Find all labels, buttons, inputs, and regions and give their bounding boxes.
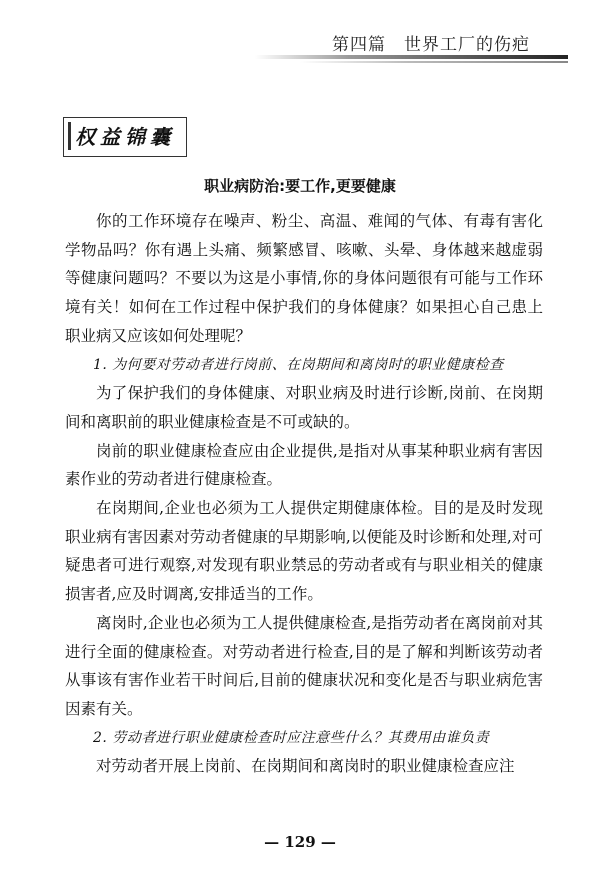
question-heading: 2. 劳动者进行职业健康检查时应注意些什么？其费用由谁负责 [93, 729, 490, 746]
paragraph: 对劳动者开展上岗前、在岗期间和离岗时的职业健康检查应注 [96, 757, 515, 776]
header-rule [255, 55, 568, 59]
section-title: 职业病防治:要工作,更要健康 [204, 177, 396, 195]
paragraph: 你的工作环境存在噪声、粉尘、高温、难闻的气体、有毒有害化学物品吗？你有遇上头痛、频繁感冒、咳嗽、头晕、身体越来越虚弱等健康问题吗？不要以为这是小事情,你的身体问题很有可能与工作环境有关！如何在工作过程中保护我们的身体健康？如果担心自己患上职业病又应该如何处理呢？ [65, 212, 543, 345]
paragraph: 离岗时,企业也必须为工人提供健康检查,是指劳动者在离岗前对其进行全面的健康检查。对劳动者进行检查,目的是了解和判断该劳动者从事该有害作业若干时间后,目前的健康状况和变化是否与职业病危害因素有关。 [65, 613, 543, 718]
section-badge: 权益锦囊 [63, 117, 187, 157]
paragraph: 在岗期间,企业也必须为工人提供定期健康体检。目的是及时发现职业病有害因素对劳动者健康的早期影响,以便能及时诊断和处理,对可疑患者可进行观察,对发现有职业禁忌的劳动者或有与职业相关的健康损害者,应及时调离,安排适当的工作。 [65, 499, 543, 604]
page-number: — 129 — [264, 833, 336, 851]
question-heading: 1. 为何要对劳动者进行岗前、在岗期间和离岗时的职业健康检查 [93, 356, 504, 373]
header-rule-secondary [300, 61, 568, 63]
chapter-title: 第四篇 世界工厂的伤疤 [332, 35, 530, 55]
paragraph: 为了保护我们的身体健康、对职业病及时进行诊断,岗前、在岗期间和离职前的职业健康检查是不可或缺的。 [65, 384, 543, 431]
running-header [0, 0, 600, 70]
body-text [65, 207, 543, 781]
paragraph: 岗前的职业健康检查应由企业提供,是指对从事某种职业病有害因素作业的劳动者进行健康检查。 [65, 441, 543, 489]
